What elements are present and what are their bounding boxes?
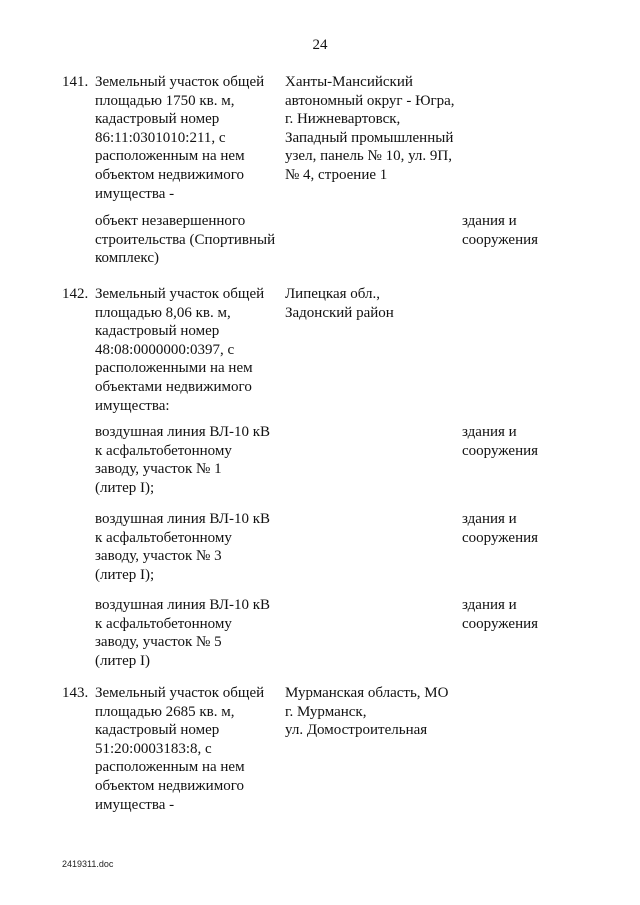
entry-number-141: 141. (62, 74, 89, 90)
entry-number-143: 143. (62, 685, 89, 701)
entry-143-description: Земельный участок общей площадью 2685 кв. м, кадастровый номер 51:20:0003183:8, с расположенным на нем объектом недвижимого имущества - (95, 685, 265, 813)
entry-142-object-3-description: воздушная линия ВЛ-10 кВ к асфальтобетонному заводу, участок № 5 (литер I) (95, 597, 271, 669)
page-number: 24 (312, 37, 328, 53)
entry-141-object-1-kind: здания и сооружения (462, 213, 539, 248)
entry-142-object-2-description: воздушная линия ВЛ-10 кВ к асфальтобетонному заводу, участок № 3 (литер I); (95, 511, 271, 583)
entry-142-object-1-kind: здания и сооружения (462, 424, 539, 459)
entry-number-142: 142. (62, 286, 89, 302)
entry-142-object-3-kind: здания и сооружения (462, 597, 539, 632)
entry-142-description: Земельный участок общей площадью 8,06 кв. м, кадастровый номер 48:08:0000000:0397, с расположенными на нем объектами недвижимого имущества: (95, 286, 265, 414)
entry-142-address: Липецкая обл., Задонский район (285, 286, 394, 321)
entry-142-object-1-description: воздушная линия ВЛ-10 кВ к асфальтобетонному заводу, участок № 1 (литер I); (95, 424, 271, 496)
entry-141-object-1-description: объект незавершенного строительства (Спортивный комплекс) (95, 213, 276, 267)
entry-142-object-2-kind: здания и сооружения (462, 511, 539, 546)
entry-143-address: Мурманская область, МО г. Мурманск, ул. Домостроительная (285, 685, 449, 739)
document-filename-footer: 2419311.doc (62, 859, 114, 869)
entry-141-description: Земельный участок общей площадью 1750 кв. м, кадастровый номер 86:11:0301010:211, с расположенным на нем объектом недвижимого имущества - (95, 74, 265, 202)
entry-141-address: Ханты-Мансийский автономный округ - Югра, г. Нижневартовск, Западный промышленный узел, панель № 10, ул. 9П, № 4, строение 1 (285, 74, 455, 183)
